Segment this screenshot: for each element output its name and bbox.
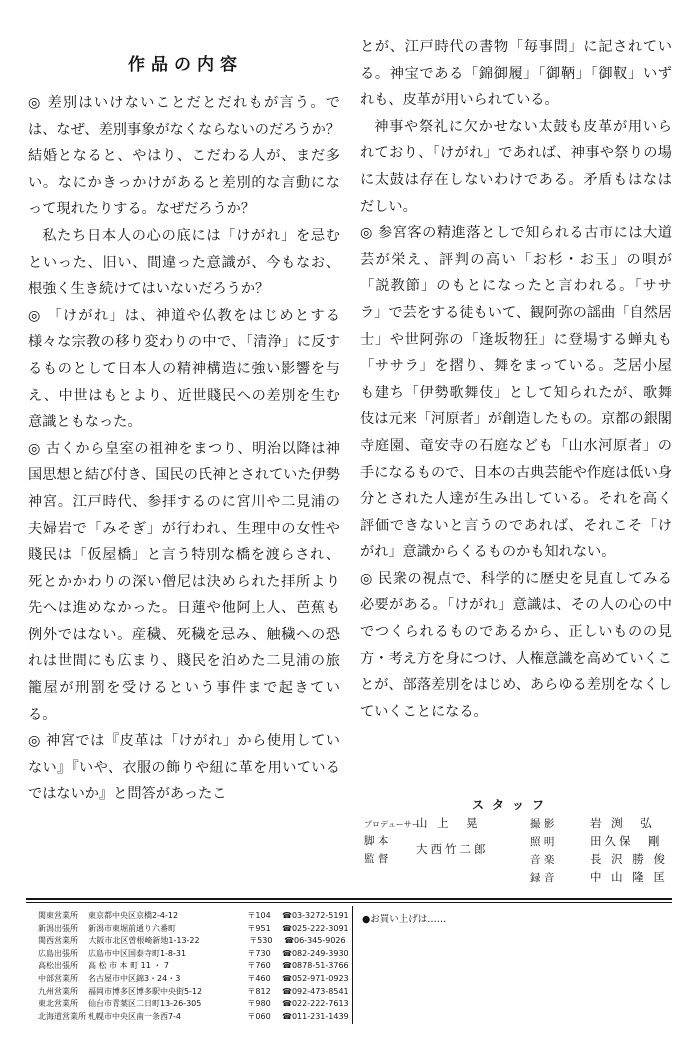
staff-name: 山 上 晃: [416, 816, 481, 830]
office-name: 北海道営業所: [38, 1011, 86, 1021]
staff-left-list: [364, 815, 504, 868]
footer-divider: [26, 898, 672, 900]
staff-row: [530, 869, 690, 887]
staff-row: [530, 833, 690, 851]
office-row: [38, 935, 348, 948]
paragraph: 私たち日本人の心の底には「けがれ」を忌むといった、旧い、間違った意識が、今もなお、根強く生き続けてはいないだろうか？: [28, 227, 340, 298]
office-name: 新潟出張所: [38, 923, 78, 933]
left-column: [28, 90, 340, 808]
staff-row: [364, 842, 504, 868]
office-row: [38, 948, 348, 961]
purchase-note: ●お買い上げは……: [362, 914, 447, 925]
staff-name: 大西竹二郎: [416, 842, 489, 856]
paragraph: ◎ 神宮では『皮革は「けがれ」から使用していない』『いや、衣服の飾りや紐に革を用いているではないか』と問答があったこ: [28, 733, 340, 803]
office-row: [38, 986, 348, 999]
office-address: 仙台市青葉区二日町13-26-305: [87, 999, 202, 1009]
office-row: [38, 998, 348, 1011]
staff-row: [364, 815, 504, 833]
office-postcode: 〒812: [247, 986, 271, 996]
office-address: 高 松 市 本 町 11 ・ 7: [87, 961, 170, 971]
staff-role: 監 督: [364, 853, 389, 865]
footer-divider: [26, 902, 672, 903]
office-phone: ☎06-345-9026: [284, 936, 346, 946]
office-postcode: 〒760: [247, 961, 271, 971]
office-phone: ☎0878-51-3766: [282, 961, 349, 971]
office-name: 関西営業所: [38, 936, 78, 946]
footer-column-divider: [352, 906, 353, 1024]
office-name: 関東営業所: [38, 911, 78, 920]
office-phone: ☎092-473-8541: [282, 986, 349, 996]
staff-name: 長 沢 勝 俊: [590, 852, 668, 866]
staff-name: 中 山 隆 匡: [590, 870, 668, 884]
office-row: [38, 1011, 348, 1024]
office-address: 広島市中区国泰寺町1-8-31: [87, 948, 187, 958]
staff-row: [530, 851, 690, 869]
office-phone: ☎082-249-3930: [282, 948, 349, 958]
staff-title: スタッフ: [472, 798, 553, 812]
office-phone: ☎025-222-3091: [282, 923, 349, 933]
office-postcode: 〒730: [247, 948, 271, 958]
office-row: [38, 973, 348, 986]
office-name: 九州営業所: [38, 986, 78, 996]
staff-role: 録 音: [530, 872, 555, 884]
office-name: 中部営業所: [38, 973, 78, 983]
office-phone: ☎03-3272-5191: [282, 911, 349, 920]
staff-role: 撮 影: [530, 818, 555, 830]
office-address: 名古屋市中区錦3・24・3: [87, 973, 181, 983]
staff-row: [530, 815, 690, 833]
office-name: 高松出張所: [38, 961, 78, 971]
staff-role: 脚 本: [364, 835, 389, 847]
page-title: 作品の内容: [128, 55, 243, 75]
office-address: 福岡市博多区博多駅中央街5-12: [87, 986, 203, 996]
staff-name: 岩 渕 弘: [590, 816, 655, 830]
office-name: 広島出張所: [38, 948, 78, 958]
office-row: [38, 960, 348, 973]
office-postcode: 〒980: [247, 999, 271, 1009]
right-column: [360, 34, 672, 725]
staff-role: プロデューサー: [364, 820, 420, 829]
office-name: 東北営業所: [38, 999, 78, 1009]
office-phone: ☎052-971-0923: [282, 973, 349, 983]
staff-role: 照 明: [530, 836, 555, 848]
office-phone: ☎022-222-7613: [282, 999, 349, 1009]
paragraph: ◎ 古くから皇室の祖神をまつり、明治以降は神国思想と結び付き、国民の氏神とされていた伊勢神宮。江戸時代、参拝するのに宮川や二見浦の夫婦岩で「みそぎ」が行われ、生理中の女性や賤民は「仮屋橋」と言う特別な橋を渡らされ、死とかかわりの深い僧尼は決められた拝所より先へは進めなかった。日蓮や他阿上人、芭蕉も例外ではない。産穢、死穢を忌み、触穢への恐れは世間にも広まり、賤民を泊めた二見浦の旅籠屋が刑罰を受けるという事件まで起きている。: [28, 440, 340, 723]
office-row: [38, 923, 348, 936]
office-address: 新潟市東堀前通り六番町: [87, 923, 176, 933]
office-postcode: 〒460: [247, 973, 271, 983]
paragraph: ◎ 民衆の視点で、科学的に歴史を見直してみる必要がある。「けがれ」意識は、その人の心の中でつくられるものであるから、正しいものの見方・考え方を身につけ、人権意識を高めていくことが、部落差別をはじめ、あらゆる差別をなくしていくことになる。: [360, 570, 672, 720]
paragraph: ◎ 「けがれ」は、神道や仏教をはじめとする様々な宗教の移り変わりの中で、「清浄」に反するものとして日本人の精神構造に強い影響を与え、中世はもとより、近世賤民への差別を生む意識ともなった。: [28, 307, 340, 431]
office-address: 大阪市北区曽根崎新地1-13-22: [88, 936, 200, 946]
paragraph: ◎ 差別はいけないことだとだれもが言う。では、なぜ、差別事象がなくならないのだろうか？ 結婚となると、やはり、こだわる人が、まだ多い。なにかきっかけがあると差別的な言動になって現れたりする。なぜだろうか？: [28, 95, 340, 218]
office-phone: ☎011-231-1439: [282, 1011, 349, 1021]
paragraph: とが、江戸時代の書物「毎事問」に記されている。神宝である「錦御履」「御鞆」「御靫」いずれも、皮革が用いられている。: [360, 39, 672, 109]
office-postcode: 〒104: [247, 911, 271, 920]
paragraph: ◎ 参宮客の精進落としで知られる古市には大道芸が栄え、評判の高い「お杉・お玉」の唄が「説教節」のもとになったと言われる。「ササラ」で芸をする徒もいて、観阿弥の謡曲「自然居士」や世阿弥の「逢坂物狂」に登場する蝉丸も「ササラ」を摺り、舞をまっている。芝居小屋も建ち「伊勢歌舞伎」として知られたが、歌舞伎は元来「河原者」が創造したもの。京都の銀閣寺庭園、竜安寺の石庭なども「山水河原者」の手になるもので、日本の古典芸能や作庭は低い身分とされた人達が生み出している。それを高く評価できないと言うのであれば、それこそ「けがれ」意識からくるものかも知れない。: [360, 225, 672, 561]
office-list: [38, 910, 348, 1023]
office-postcode: 〒951: [247, 923, 271, 933]
staff-name: 田久保 剛: [590, 834, 663, 848]
office-address: 東京都中央区京橋2-4-12: [87, 911, 179, 920]
staff-role: 音 楽: [530, 854, 555, 866]
office-row: [38, 910, 348, 923]
office-address: 札幌市中央区南一条西7-4: [87, 1011, 182, 1021]
paragraph: 神事や祭礼に欠かせない太鼓も皮革が用いられており、「けがれ」であれば、神事や祭りの場に太鼓は存在しないわけである。矛盾もはなはだしい。: [360, 118, 672, 215]
office-postcode: 〒530: [249, 936, 273, 946]
staff-right-list: [530, 815, 690, 887]
office-postcode: 〒060: [247, 1011, 271, 1021]
